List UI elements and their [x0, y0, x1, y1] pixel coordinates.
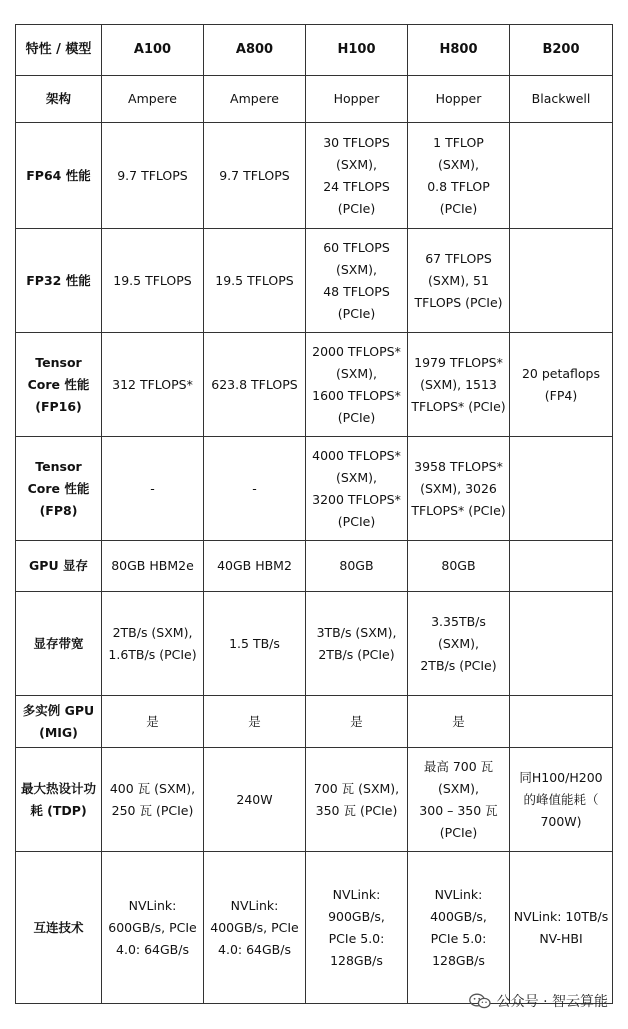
cell-line: 4.0: 64GB/s — [218, 941, 291, 957]
cell-line: NVLink: — [230, 897, 279, 913]
cell-line: Blackwell — [531, 91, 591, 106]
cell-b200 — [510, 229, 613, 333]
cell-line: 20 petaflops — [521, 365, 601, 381]
cell-h100 — [306, 541, 408, 592]
cell-b200 — [510, 852, 613, 1004]
cell-h800 — [408, 592, 510, 696]
cell-line: 1.6TB/s (PCIe) — [108, 646, 197, 662]
cell-line: (SXM), — [335, 469, 377, 485]
cell-h800 — [408, 696, 510, 748]
cell-h100 — [306, 333, 408, 437]
header-a100: A100 — [102, 25, 204, 76]
cell-line: TFLOPS* (PCIe) — [411, 502, 506, 518]
row-label — [16, 229, 102, 333]
gpu-spec-table — [15, 24, 613, 1004]
cell-line: 1 TFLOP — [433, 134, 484, 150]
cell-b200 — [510, 541, 613, 592]
cell-a100 — [102, 333, 204, 437]
cell-line: (PCIe) — [337, 513, 376, 529]
cell-line: 623.8 TFLOPS — [211, 376, 298, 392]
cell-line: NVLink: — [434, 886, 483, 902]
row-label-line: FP32 性能 — [26, 272, 91, 288]
cell-a100 — [102, 541, 204, 592]
cell-line: (PCIe) — [439, 824, 478, 840]
cell-line: (PCIe) — [337, 200, 376, 216]
header-feature-model: 特性 / 模型 — [16, 25, 102, 76]
header-h800: H800 — [408, 25, 510, 76]
cell-a800 — [204, 852, 306, 1004]
cell-line: 19.5 TFLOPS — [215, 272, 294, 288]
header-h100: H100 — [306, 25, 408, 76]
cell-line: - — [150, 480, 155, 496]
cell-line: 3958 TFLOPS* — [414, 458, 503, 474]
cell-h100 — [306, 696, 408, 748]
table-row — [16, 696, 613, 748]
cell-line: 3TB/s (SXM), — [316, 624, 397, 640]
cell-a100 — [102, 852, 204, 1004]
row-label-line: Core 性能 — [27, 480, 90, 496]
cell-line: 312 TFLOPS* — [112, 376, 193, 392]
cell-b200 — [510, 123, 613, 229]
cell-line: Ampere — [128, 91, 177, 106]
cell-line: 350 瓦 (PCIe) — [315, 802, 398, 818]
cell-line: (SXM), 1513 — [420, 376, 497, 392]
cell-line: 19.5 TFLOPS — [113, 272, 192, 288]
cell-line: 67 TFLOPS — [425, 250, 492, 266]
cell-line: 2000 TFLOPS* — [312, 343, 401, 359]
cell-line: NVLink: 10TB/s — [513, 908, 609, 924]
cell-line: 2TB/s (SXM), — [112, 624, 193, 640]
cell-line: Hopper — [435, 91, 482, 106]
cell-line: PCIe 5.0: — [328, 930, 385, 946]
cell-a800 — [204, 592, 306, 696]
cell-h100 — [306, 123, 408, 229]
cell-line: Ampere — [230, 91, 279, 106]
cell-line: 1600 TFLOPS* — [312, 387, 401, 403]
table-row — [16, 333, 613, 437]
cell-a800 — [204, 76, 306, 123]
row-label-line: Core 性能 — [27, 376, 90, 392]
row-label-line: 多实例 GPU — [22, 702, 95, 718]
header-a800: A800 — [204, 25, 306, 76]
cell-line: TFLOPS* (PCIe) — [411, 398, 506, 414]
cell-line: 80GB — [441, 558, 476, 573]
cell-line: 40GB HBM2 — [217, 558, 292, 573]
cell-line: 是 — [350, 713, 363, 729]
watermark-text: 公众号 · 智云算能 — [496, 994, 608, 1010]
cell-h800 — [408, 852, 510, 1004]
row-label-line: FP64 性能 — [26, 167, 91, 183]
cell-line: 24 TFLOPS — [323, 178, 390, 194]
row-label-line: 显存带宽 — [33, 635, 84, 651]
cell-b200 — [510, 437, 613, 541]
cell-line: 1.5 TB/s — [229, 635, 280, 651]
cell-line: 2TB/s (PCIe) — [420, 657, 497, 673]
cell-line: (PCIe) — [337, 409, 376, 425]
cell-line: 是 — [146, 713, 159, 729]
header-b200: B200 — [510, 25, 613, 76]
cell-line: Hopper — [333, 91, 380, 106]
cell-line: (SXM), — [437, 780, 479, 796]
cell-b200 — [510, 592, 613, 696]
cell-h800 — [408, 333, 510, 437]
row-label — [16, 437, 102, 541]
row-label-line: 架构 — [45, 91, 71, 106]
cell-line: (SXM), 3026 — [420, 480, 497, 496]
cell-line: 48 TFLOPS — [323, 283, 390, 299]
row-label — [16, 852, 102, 1004]
table-row — [16, 592, 613, 696]
row-label — [16, 333, 102, 437]
table-row — [16, 541, 613, 592]
cell-h800 — [408, 229, 510, 333]
cell-line: 9.7 TFLOPS — [219, 167, 290, 183]
cell-line: NV-HBI — [539, 930, 583, 946]
table-row — [16, 748, 613, 852]
cell-line: TFLOPS (PCIe) — [414, 294, 503, 310]
cell-b200 — [510, 76, 613, 123]
cell-line: 9.7 TFLOPS — [117, 167, 188, 183]
cell-h800 — [408, 748, 510, 852]
cell-line: (SXM), — [437, 156, 479, 172]
table-row — [16, 229, 613, 333]
cell-line: 128GB/s — [432, 952, 485, 968]
row-label-line: (MIG) — [39, 724, 78, 740]
cell-line: 128GB/s — [330, 952, 383, 968]
cell-line: 30 TFLOPS — [323, 134, 390, 150]
row-label — [16, 541, 102, 592]
cell-b200 — [510, 748, 613, 852]
wechat-icon — [469, 993, 491, 1009]
cell-line: (FP4) — [544, 387, 578, 403]
cell-line: - — [252, 480, 257, 496]
cell-a100 — [102, 123, 204, 229]
cell-line: PCIe 5.0: — [430, 930, 487, 946]
cell-line: 4000 TFLOPS* — [312, 447, 401, 463]
cell-a800 — [204, 229, 306, 333]
cell-line: 400GB/s, PCIe — [210, 919, 299, 935]
row-label-line: 互连技术 — [33, 919, 84, 935]
cell-line: 300 – 350 瓦 — [419, 802, 498, 818]
cell-line: 同H100/H200 — [519, 769, 603, 785]
cell-line: 是 — [452, 713, 465, 729]
cell-line: 是 — [248, 713, 261, 729]
cell-line: (SXM), — [335, 156, 377, 172]
row-label — [16, 696, 102, 748]
row-label-line: (FP8) — [39, 502, 78, 518]
cell-line: 600GB/s, PCIe — [108, 919, 197, 935]
cell-line: 1979 TFLOPS* — [414, 354, 503, 370]
cell-h100 — [306, 592, 408, 696]
cell-line: (SXM), — [335, 365, 377, 381]
row-label-line: 最大热设计功 — [20, 780, 96, 796]
table-row — [16, 123, 613, 229]
cell-line: 2TB/s (PCIe) — [318, 646, 395, 662]
table-row — [16, 437, 613, 541]
cell-line: 80GB — [339, 558, 374, 573]
row-label-line: (FP16) — [35, 398, 82, 414]
row-label — [16, 123, 102, 229]
cell-line: 400GB/s, — [430, 908, 487, 924]
watermark — [469, 991, 608, 1011]
cell-h100 — [306, 229, 408, 333]
cell-h800 — [408, 76, 510, 123]
cell-h100 — [306, 748, 408, 852]
table-body — [16, 76, 613, 1004]
cell-line: (PCIe) — [439, 200, 478, 216]
cell-line: 60 TFLOPS — [323, 239, 390, 255]
cell-h100 — [306, 76, 408, 123]
cell-line: 最高 700 瓦 — [423, 758, 494, 774]
cell-line: 250 瓦 (PCIe) — [111, 802, 194, 818]
cell-a100 — [102, 437, 204, 541]
row-label — [16, 748, 102, 852]
cell-line: 3200 TFLOPS* — [312, 491, 401, 507]
cell-a100 — [102, 229, 204, 333]
row-label — [16, 76, 102, 123]
cell-line: (SXM), 51 — [428, 272, 489, 288]
cell-h100 — [306, 437, 408, 541]
cell-line: 4.0: 64GB/s — [116, 941, 189, 957]
cell-h800 — [408, 437, 510, 541]
cell-line: (PCIe) — [337, 305, 376, 321]
cell-line: 400 瓦 (SXM), — [109, 780, 196, 796]
table-row — [16, 76, 613, 123]
header-row — [16, 25, 613, 76]
cell-a100 — [102, 748, 204, 852]
cell-line: 700 瓦 (SXM), — [313, 780, 400, 796]
cell-line: NVLink: — [332, 886, 381, 902]
cell-b200 — [510, 333, 613, 437]
cell-a800 — [204, 437, 306, 541]
cell-line: 900GB/s, — [328, 908, 385, 924]
cell-line: 240W — [236, 791, 273, 807]
cell-a100 — [102, 592, 204, 696]
cell-a800 — [204, 541, 306, 592]
cell-line: 80GB HBM2e — [111, 558, 194, 573]
cell-h800 — [408, 541, 510, 592]
row-label-line: Tensor — [35, 458, 82, 474]
row-label-line: 耗 (TDP) — [30, 802, 87, 818]
cell-a800 — [204, 333, 306, 437]
cell-line: 的峰值能耗（ — [523, 791, 599, 807]
cell-h800 — [408, 123, 510, 229]
cell-line: NVLink: — [128, 897, 177, 913]
row-label — [16, 592, 102, 696]
cell-line: (SXM), — [437, 635, 479, 651]
cell-line: (SXM), — [335, 261, 377, 277]
cell-line: 700W) — [540, 813, 582, 829]
cell-a800 — [204, 696, 306, 748]
cell-b200 — [510, 696, 613, 748]
table-row — [16, 852, 613, 1004]
cell-a100 — [102, 76, 204, 123]
cell-line: 0.8 TFLOP — [427, 178, 490, 194]
row-label-line: Tensor — [35, 354, 82, 370]
cell-a100 — [102, 696, 204, 748]
cell-h100 — [306, 852, 408, 1004]
cell-a800 — [204, 748, 306, 852]
cell-a800 — [204, 123, 306, 229]
cell-line: 3.35TB/s — [431, 613, 486, 629]
row-label-line: GPU 显存 — [29, 558, 88, 573]
